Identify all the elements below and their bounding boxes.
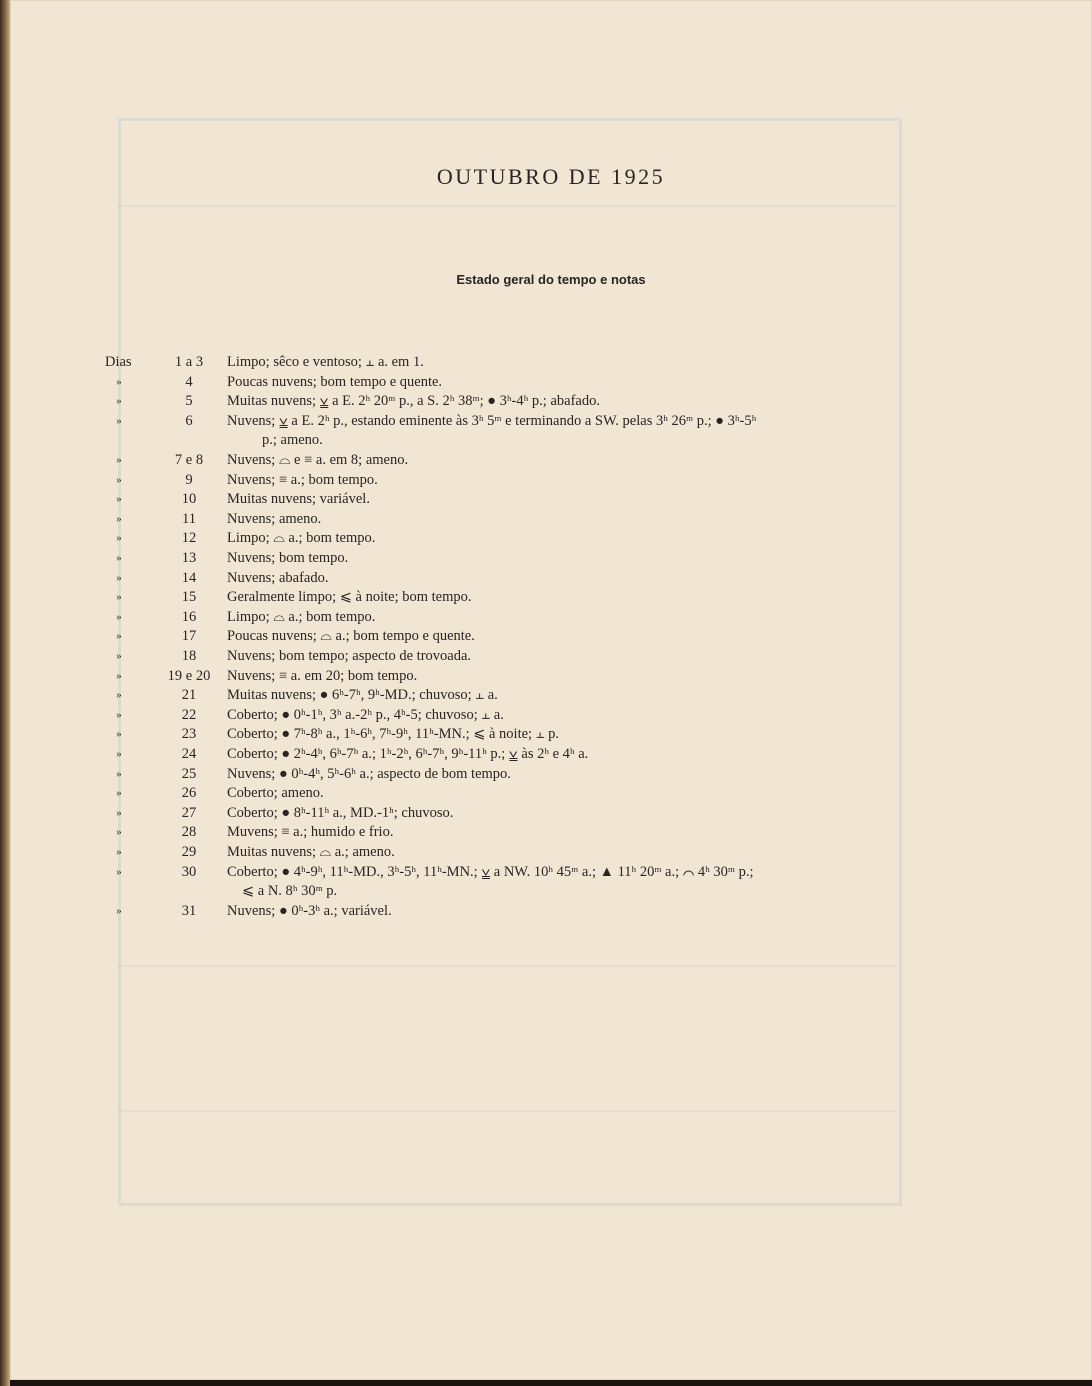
book-binding bbox=[0, 0, 10, 1386]
ditto-mark: » bbox=[116, 669, 122, 682]
ditto-mark: » bbox=[116, 865, 122, 878]
ditto-mark: » bbox=[116, 787, 122, 800]
ditto-mark: » bbox=[116, 414, 122, 427]
day-number: 14 bbox=[181, 569, 197, 586]
ditto-mark: » bbox=[116, 806, 122, 819]
weather-note: Geralmente limpo; ⩽ à noite; bom tempo. bbox=[227, 589, 472, 606]
day-number: 12 bbox=[181, 530, 197, 547]
weather-note: Coberto; ● 8ʰ-11ʰ a., MD.-1ʰ; chuvoso. bbox=[227, 804, 454, 821]
ditto-mark: » bbox=[116, 552, 122, 564]
day-number: 6 bbox=[185, 412, 193, 429]
show-through-line bbox=[118, 205, 896, 207]
day-number: 27 bbox=[181, 804, 197, 821]
day-number: 16 bbox=[181, 608, 197, 625]
ditto-mark: » bbox=[116, 454, 122, 466]
weather-note-continuation: p.; ameno. bbox=[262, 432, 323, 449]
weather-note: Coberto; ● 2ʰ-4ʰ, 6ʰ-7ʰ a.; 1ʰ-2ʰ, 6ʰ-7ʰ, 9ʰ-11ʰ p.; ⩣ às 2ʰ e 4ʰ a. bbox=[227, 746, 589, 762]
ditto-mark: » bbox=[116, 375, 122, 388]
day-number: 5 bbox=[185, 393, 193, 410]
weather-note: Nuvens; ⌓ e ≡ a. em 8; ameno. bbox=[227, 452, 409, 468]
ditto-mark: » bbox=[116, 591, 122, 604]
ditto-mark: » bbox=[116, 610, 122, 623]
day-number: 13 bbox=[181, 550, 197, 566]
ditto-mark: » bbox=[116, 748, 122, 760]
day-number: 25 bbox=[181, 765, 197, 782]
ditto-mark: » bbox=[116, 904, 122, 917]
show-through-line bbox=[118, 1110, 896, 1112]
weather-note: Coberto; ● 4ʰ-9ʰ, 11ʰ-MD., 3ʰ-5ʰ, 11ʰ-MN.; ⩣ a NW. 10ʰ 45ᵐ a.; ▲ 11ʰ 20ᵐ a.; ⌒ 4ʰ 30ᵐ p.; bbox=[227, 863, 754, 880]
ditto-mark: » bbox=[116, 650, 122, 662]
day-number: 22 bbox=[181, 706, 197, 723]
page-subtitle: Estado geral do tempo e notas bbox=[456, 272, 646, 287]
weather-note: Muitas nuvens; ⩣ a E. 2ʰ 20ᵐ p., a S. 2ʰ 38ᵐ; ● 3ʰ-4ʰ p.; abafado. bbox=[227, 393, 600, 410]
day-number: 26 bbox=[181, 785, 197, 802]
weather-note: Poucas nuvens; bom tempo e quente. bbox=[227, 373, 443, 390]
weather-note: Coberto; ameno. bbox=[227, 785, 324, 802]
day-number: 29 bbox=[181, 844, 197, 860]
day-number: 11 bbox=[182, 510, 196, 527]
weather-note: Nuvens; ≡ a. em 20; bom tempo. bbox=[227, 667, 418, 684]
day-number: 9 bbox=[185, 471, 193, 488]
column-label: Dias bbox=[105, 354, 132, 370]
weather-note: Muitas nuvens; variável. bbox=[227, 491, 370, 508]
ditto-mark: » bbox=[116, 708, 122, 721]
weather-note: Limpo; ⌓ a.; bom tempo. bbox=[227, 608, 376, 625]
day-number: 28 bbox=[181, 824, 197, 841]
day-number: 17 bbox=[181, 628, 197, 645]
weather-note: Nuvens; ≡ a.; bom tempo. bbox=[227, 471, 378, 488]
ditto-mark: » bbox=[116, 532, 122, 545]
ditto-mark: » bbox=[116, 826, 122, 839]
weather-note: Muvens; ≡ a.; humido e frio. bbox=[227, 824, 394, 841]
ditto-mark: » bbox=[116, 571, 122, 584]
weather-note: Poucas nuvens; ⌓ a.; bom tempo e quente. bbox=[227, 628, 475, 645]
day-number: 15 bbox=[181, 589, 197, 606]
ditto-mark: » bbox=[116, 728, 122, 741]
day-number: 21 bbox=[181, 687, 197, 704]
ditto-mark: » bbox=[116, 395, 122, 408]
ditto-mark: » bbox=[116, 767, 122, 780]
day-number: 1 a 3 bbox=[174, 354, 204, 370]
day-number: 30 bbox=[181, 863, 197, 880]
document-page bbox=[10, 0, 1092, 1380]
day-number: 23 bbox=[181, 726, 197, 743]
weather-note: Coberto; ● 7ʰ-8ʰ a., 1ʰ-6ʰ, 7ʰ-9ʰ, 11ʰ-MN.; ⩽ à noite; ⫠ p. bbox=[227, 726, 559, 743]
weather-note: Limpo; sêco e ventoso; ⫠ a. em 1. bbox=[227, 354, 424, 370]
weather-note: Nuvens; bom tempo; aspecto de trovoada. bbox=[227, 648, 472, 664]
show-through-line bbox=[118, 965, 896, 967]
weather-note: Coberto; ● 0ʰ-1ʰ, 3ʰ a.-2ʰ p., 4ʰ-5; chuvoso; ⫠ a. bbox=[227, 706, 504, 723]
weather-note: Nuvens; abafado. bbox=[227, 569, 329, 586]
weather-note-continuation: ⩽ a N. 8ʰ 30ᵐ p. bbox=[242, 883, 338, 900]
weather-note: Muitas nuvens; ● 6ʰ-7ʰ, 9ʰ-MD.; chuvoso; ⫠ a. bbox=[227, 687, 498, 704]
day-number: 10 bbox=[181, 491, 197, 508]
day-number: 24 bbox=[181, 746, 197, 762]
weather-note: Nuvens; ● 0ʰ-4ʰ, 5ʰ-6ʰ a.; aspecto de bom tempo. bbox=[227, 765, 511, 782]
weather-note: Nuvens; ameno. bbox=[227, 510, 322, 527]
ditto-mark: » bbox=[116, 630, 122, 643]
ditto-mark: » bbox=[116, 689, 122, 702]
ditto-mark: » bbox=[116, 493, 122, 506]
weather-note: Nuvens; bom tempo. bbox=[227, 550, 349, 566]
ditto-mark: » bbox=[116, 512, 122, 525]
day-number: 31 bbox=[181, 902, 197, 919]
day-number: 7 e 8 bbox=[174, 452, 204, 468]
day-number: 19 e 20 bbox=[167, 667, 211, 684]
weather-note: Nuvens; ⩣ a E. 2ʰ p., estando eminente às 3ʰ 5ᵐ e terminando a SW. pelas 3ʰ 26ᵐ p.; ● 3ʰ-5ʰ bbox=[227, 412, 757, 429]
page-title: OUTUBRO DE 1925 bbox=[436, 164, 666, 189]
day-number: 4 bbox=[185, 373, 193, 390]
ditto-mark: » bbox=[116, 846, 122, 858]
day-number: 18 bbox=[181, 648, 197, 664]
ditto-mark: » bbox=[116, 473, 122, 486]
weather-note: Muitas nuvens; ⌓ a.; ameno. bbox=[227, 844, 395, 860]
weather-note: Limpo; ⌓ a.; bom tempo. bbox=[227, 530, 376, 547]
weather-note: Nuvens; ● 0ʰ-3ʰ a.; variável. bbox=[227, 902, 392, 919]
